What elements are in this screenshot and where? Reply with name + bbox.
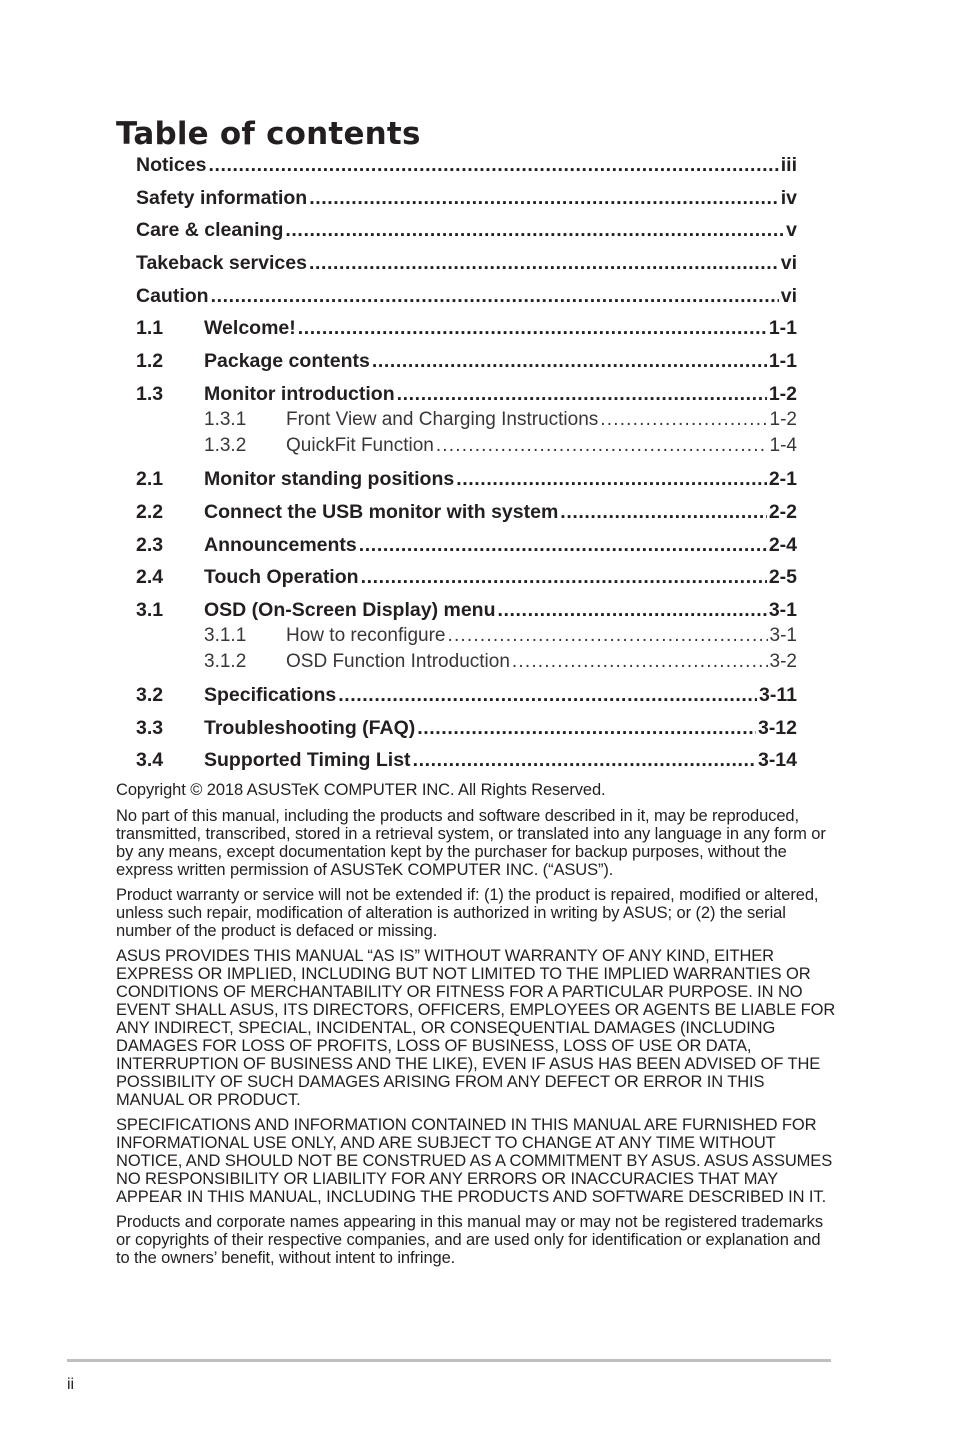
toc-entry-label: Notices xyxy=(136,154,207,176)
toc-entry-number: 1.1 xyxy=(136,317,164,339)
toc-entry-number: 3.1 xyxy=(136,599,164,621)
toc-entry-page: iii xyxy=(780,154,797,176)
toc-entry-page: 2-4 xyxy=(768,534,797,556)
toc-entry-number: 3.2 xyxy=(136,684,164,706)
toc-entry-number: 1.3 xyxy=(136,383,164,405)
toc-entry-label: Takeback services xyxy=(136,252,307,274)
dot-leader xyxy=(600,409,767,431)
toc-entry-3-1-2[interactable] xyxy=(204,651,797,673)
toc-entry-page: 1-1 xyxy=(768,350,797,372)
toc-entry-label: Caution xyxy=(136,285,209,307)
toc-entry-3-2[interactable] xyxy=(136,684,797,706)
dot-leader xyxy=(413,749,756,771)
toc-entry-page: vi xyxy=(780,285,797,307)
toc-entry-takeback-services[interactable] xyxy=(136,252,797,274)
toc-entry-label: Specifications xyxy=(204,684,337,706)
page-number: ii xyxy=(67,1376,75,1393)
toc-entry-label: Monitor standing positions xyxy=(204,468,455,490)
toc-entry-3-4[interactable] xyxy=(136,749,797,771)
copyright-line: Copyright © 2018 ASUSTeK COMPUTER INC. All Rights Reserved. xyxy=(116,781,606,799)
dot-leader xyxy=(359,534,767,556)
toc-entry-number: 1.2 xyxy=(136,350,164,372)
toc-entry-number: 2.4 xyxy=(136,566,164,588)
footer-divider xyxy=(67,1359,831,1362)
toc-entry-label: Package contents xyxy=(204,350,370,372)
toc-entry-label: How to reconfigure xyxy=(286,625,446,646)
toc-entry-label: Welcome! xyxy=(204,317,296,339)
toc-entry-2-2[interactable] xyxy=(136,501,797,523)
dot-leader xyxy=(208,154,778,176)
toc-entry-number: 3.3 xyxy=(136,717,164,739)
toc-entry-page: 1-1 xyxy=(768,317,797,339)
dot-leader xyxy=(361,566,767,588)
dot-leader xyxy=(397,383,767,405)
toc-entry-page: 3-1 xyxy=(769,625,797,646)
dot-leader xyxy=(309,187,779,209)
toc-entry-2-1[interactable] xyxy=(136,468,797,490)
toc-entry-page: 1-2 xyxy=(769,409,797,430)
dot-leader xyxy=(298,317,767,339)
toc-entry-page: 2-1 xyxy=(768,468,797,490)
toc-entry-label: Connect the USB monitor with system xyxy=(204,501,559,523)
toc-entry-number: 3.1.2 xyxy=(204,651,247,672)
legal-paragraph-disclaimer: ASUS PROVIDES THIS MANUAL “AS IS” WITHOUT WARRANTY OF ANY KIND, EITHER EXPRESS OR IMPLIED, INCLUDING BUT NOT LIMITED TO THE IMPLIED WARRANTIES OR CONDITIONS OF MERCHANTABILITY OR FITNESS FOR A PARTICULAR PURPOSE. IN NO EVENT SHALL ASUS, ITS DIRECTORS, OFFICERS, EMPLOYEES OR AGENTS BE LIABLE FOR ANY INDIRECT, SPECIAL, INCIDENTAL, OR CONSEQUENTIAL DAMAGES (INCLUDING DAMAGES FOR LOSS OF PROFITS, LOSS OF BUSINESS, LOSS OF USE OR DATA, INTERRUPTION OF BUSINESS AND THE LIKE), EVEN IF ASUS HAS BEEN ADVISED OF THE POSSIBILITY OF SUCH DAMAGES ARISING FROM ANY DEFECT OR ERROR IN THIS MANUAL OR PRODUCT. xyxy=(116,947,836,1109)
toc-entry-number: 3.1.1 xyxy=(204,625,247,646)
dot-leader xyxy=(372,350,767,372)
toc-entry-1-1[interactable] xyxy=(136,317,797,339)
dot-leader xyxy=(512,651,768,673)
toc-entry-page: vi xyxy=(780,252,797,274)
toc-entry-label: Announcements xyxy=(204,534,357,556)
toc-entry-1-3-1[interactable] xyxy=(204,409,797,431)
toc-entry-page: 1-2 xyxy=(768,383,797,405)
dot-leader xyxy=(309,252,779,274)
toc-entry-label: QuickFit Function xyxy=(286,435,434,456)
toc-entry-3-3[interactable] xyxy=(136,717,797,739)
dot-leader xyxy=(211,285,779,307)
toc-entry-number: 1.3.2 xyxy=(204,435,247,456)
toc-entry-label: Troubleshooting (FAQ) xyxy=(204,717,416,739)
toc-entry-page: 3-12 xyxy=(757,717,797,739)
toc-entry-number: 2.1 xyxy=(136,468,164,490)
dot-leader xyxy=(338,684,757,706)
toc-entry-page: 3-14 xyxy=(757,749,797,771)
toc-entry-label: Front View and Charging Instructions xyxy=(286,409,599,430)
toc-entry-label: Care & cleaning xyxy=(136,219,284,241)
toc-entry-label: OSD Function Introduction xyxy=(286,651,510,672)
toc-entry-number: 2.3 xyxy=(136,534,164,556)
page-title: Table of contents xyxy=(116,116,421,152)
dot-leader xyxy=(456,468,767,490)
toc-entry-page: v xyxy=(786,219,797,241)
toc-entry-label: OSD (On-Screen Display) menu xyxy=(204,599,496,621)
toc-entry-label: Safety information xyxy=(136,187,308,209)
toc-entry-page: 3-11 xyxy=(759,684,797,706)
dot-leader xyxy=(436,435,768,457)
toc-entry-safety-information[interactable] xyxy=(136,187,797,209)
toc-entry-2-4[interactable] xyxy=(136,566,797,588)
toc-entry-label: Monitor introduction xyxy=(204,383,395,405)
toc-entry-1-3[interactable] xyxy=(136,383,797,405)
toc-entry-number: 2.2 xyxy=(136,501,164,523)
toc-entry-1-3-2[interactable] xyxy=(204,435,797,457)
legal-notice xyxy=(116,781,836,1274)
dot-leader xyxy=(417,717,756,739)
toc-entry-notices[interactable] xyxy=(136,154,797,176)
toc-entry-1-2[interactable] xyxy=(136,350,797,372)
toc-entry-caution[interactable] xyxy=(136,285,797,307)
toc-entry-page: 2-2 xyxy=(768,501,797,523)
toc-entry-page: iv xyxy=(780,187,797,209)
toc-entry-number: 3.4 xyxy=(136,749,164,771)
toc-entry-2-3[interactable] xyxy=(136,534,797,556)
toc-entry-3-1-1[interactable] xyxy=(204,625,797,647)
toc-entry-label: Touch Operation xyxy=(204,566,359,588)
legal-paragraph-reproduction: No part of this manual, including the products and software described in it, may be reproduced, transmitted, transcribed, stored in a retrieval system, or translated into any language in any form or by any means, except documentation kept by the purchaser for backup purposes, without the express written permission of ASUSTeK COMPUTER INC. (“ASUS”). xyxy=(116,807,826,879)
dot-leader xyxy=(497,599,766,621)
dot-leader xyxy=(285,219,784,241)
legal-paragraph-warranty: Product warranty or service will not be extended if: (1) the product is repaired, modified or altered, unless such repair, modification of alteration is authorized in writing by ASUS; or (2) the serial number of the product is defaced or missing. xyxy=(116,886,819,940)
dot-leader xyxy=(447,625,767,647)
toc-entry-page: 1-4 xyxy=(769,435,797,456)
toc-entry-care-cleaning[interactable] xyxy=(136,219,797,241)
toc-entry-3-1[interactable] xyxy=(136,599,797,621)
toc-entry-label: Supported Timing List xyxy=(204,749,411,771)
toc-entry-number: 1.3.1 xyxy=(204,409,247,430)
legal-paragraph-trademarks: Products and corporate names appearing in this manual may or may not be registered trademarks or copyrights of their respective companies, and are used only for identification or explanation and to the owners’ benefit, without intent to infringe. xyxy=(116,1213,823,1267)
toc-entry-page: 3-1 xyxy=(768,599,797,621)
toc-entry-page: 3-2 xyxy=(769,651,797,672)
dot-leader xyxy=(560,501,767,523)
toc-entry-page: 2-5 xyxy=(768,566,797,588)
legal-paragraph-specifications: SPECIFICATIONS AND INFORMATION CONTAINED IN THIS MANUAL ARE FURNISHED FOR INFORMATIONAL USE ONLY, AND ARE SUBJECT TO CHANGE AT ANY TIME WITHOUT NOTICE, AND SHOULD NOT BE CONSTRUED AS A COMMITMENT BY ASUS. ASUS ASSUMES NO RESPONSIBILITY OR LIABILITY FOR ANY ERRORS OR INACCURACIES THAT MAY APPEAR IN THIS MANUAL, INCLUDING THE PRODUCTS AND SOFTWARE DESCRIBED IN IT. xyxy=(116,1116,833,1206)
